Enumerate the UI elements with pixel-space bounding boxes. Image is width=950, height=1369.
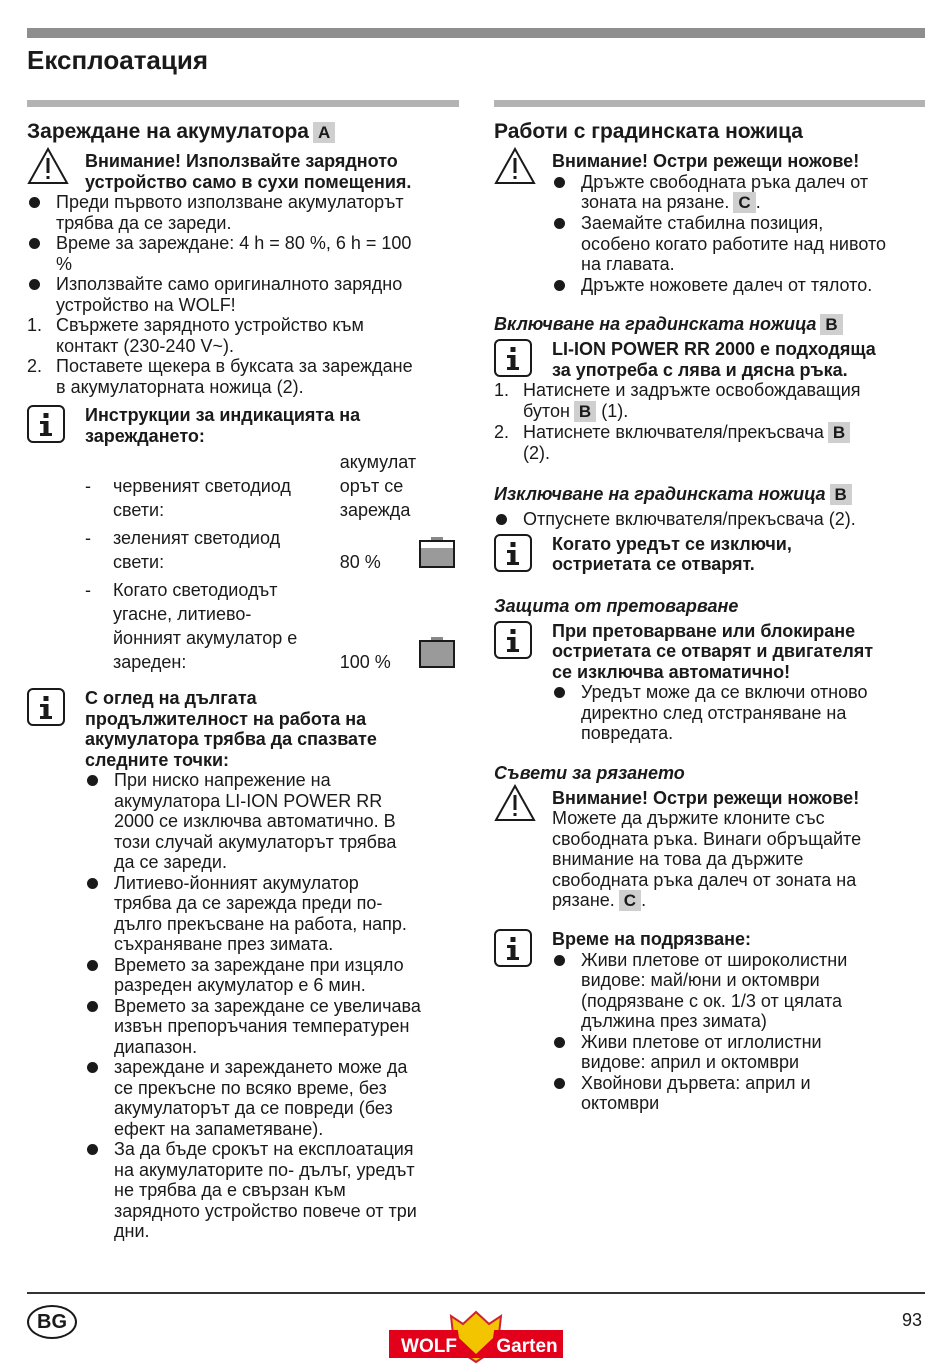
bullet-item: При ниско напрежение на акумулатора LI-ION POWER RR 2000 се изключва автоматично. В този случай акумулаторът трябва да се зареди. [85,770,459,873]
logo-garten-text: Garten [496,1336,558,1357]
info-icon [27,688,85,770]
bullet-item: зареждане и зареждането може да се прекъсне по всяко време, без акумулаторът да се повреди (без ефект на запаметяване). [85,1057,459,1139]
bullet-dot-icon [87,1062,98,1073]
section-heading-charging: Зареждане на акумулатора A [27,119,459,145]
figure-tag: B [828,422,850,443]
bullet-item: Дръжте свободната ръка далеч от зоната на рязане. C . [552,172,925,214]
column-rule [27,100,459,107]
page-number: 93 [902,1310,923,1330]
bullet-item: Уредът може да се включи отново директно след отстраняване на повредата. [552,682,925,744]
column-rule [494,100,925,107]
bullet-item: Хвойнови дървета: април и октомври [552,1073,925,1114]
subheading-switch-off: Изключване на градинската ножица B [494,483,925,505]
battery-partial-icon [419,536,459,574]
bullet-item: Използвайте само оригиналното зарядно устройство на WOLF! [27,274,459,315]
info-overload: При претоварване или блокиране остриетата се отварят и двигателят се изключва автоматично! Уредът може да се включи отново директно след отстраняване на повредата. [494,621,925,744]
figure-tag: C [619,890,641,911]
bullet-item: Времето за зареждане при изцяло разреден акумулатор е 6 мин. [85,955,459,996]
info-indicator: Инструкции за индикацията на зареждането: [27,405,459,446]
bullet-dot-icon [554,1078,565,1089]
warning-icon [27,151,85,192]
info-handedness: LI-ION POWER RR 2000 е подходяща за употреба с лява и дясна ръка. [494,339,925,380]
info-icon [27,405,85,446]
wolf-garten-logo [389,1310,563,1364]
bullet-dot-icon [554,1037,565,1048]
info-icon [494,621,552,744]
bullet-item: Живи плетове от иглолистни видове: април и октомври [552,1032,925,1073]
bullet-item: Литиево-йонният акумулатор трябва да се зарежда преди по- дълго прекъсване на работа, напр. съхраняване през зимата. [85,873,459,955]
bullet-item: Живи плетове от широколистни видове: май/юни и октомври (подрязване с ок. 1/3 от цялата дължина през зимата) [552,950,925,1032]
bullet-item: Времето за зареждане се увеличава извън препоръчания температурен диапазон. [85,996,459,1058]
warning-tips: Внимание! Остри режещи ножове! Можете да държите клоните със свободната ръка. Винаги обръщайте внимание на това да държите свободната ръка далеч от зоната на рязане. C . [494,788,925,912]
info-icon [494,339,552,380]
bullet-dot-icon [554,955,565,966]
bullet-item: Дръжте ножовете далеч от тялото. [552,275,925,296]
bullet-item: За да бъде срокът на експлоатация на акумулаторите по- дълъг, уредът не трябва да е свързан към зарядното устройство повече от три дни. [85,1139,459,1242]
bullet-dot-icon [29,279,40,290]
led-row-off: - Когато светодиодът угасне, литиево- йонният акумулатор е зареден: 100 % [85,578,459,674]
top-rule [27,28,925,38]
bullet-dot-icon [29,238,40,249]
figure-tag: B [820,314,842,335]
info-battery-life: С оглед на дългата продължителност на работа на акумулатора трябва да спазвате следните точки: [27,688,459,770]
bullet-dot-icon [87,1144,98,1155]
step-item: 1. Натиснете и задръжте освобождаващия бутон B (1). [494,380,861,421]
bullet-dot-icon [87,960,98,971]
bullet-dot-icon [87,775,98,786]
subheading-switch-on: Включване на градинската ножица B [494,313,925,335]
led-row-red: - червеният светодиод свети: акумулат орът се зарежда [85,452,417,520]
warning-icon [494,788,552,912]
figure-tag: B [574,401,596,422]
language-badge: BG [27,1305,77,1339]
bullet-dot-icon [29,197,40,208]
step-item: 1. Свържете зарядното устройство към контакт (230-240 V~). [27,315,364,356]
bullet-item: Време за зареждане: 4 h = 80 %, 6 h = 100 % [27,233,459,274]
step-item: 2. Поставете щекера в буксата за зареждане в акумулаторната ножица (2). [27,356,413,397]
bullet-item: Отпуснете включвателя/прекъсвача (2). [494,509,925,530]
logo-wolf-text: WOLF [401,1336,457,1357]
warning-dry-rooms: Внимание! Използвайте зарядното устройство само в сухи помещения. [27,151,459,192]
battery-full-icon [419,636,459,674]
led-table [85,450,459,674]
info-blades-open: Когато уредът се изключи, остриетата се отварят. [494,534,925,575]
warning-sharp-blades: Внимание! Остри режещи ножове! Дръжте свободната ръка далеч от зоната на рязане. C . Заемайте стабилна позиция, особено когато работите над нивото на главата. Дръжте ножовете далеч от тялото. [494,151,925,295]
figure-tag: C [733,192,755,213]
page-title: Експлоатация [27,45,209,75]
left-column [27,100,459,1242]
subheading-overload: Защита от претоварване [494,595,739,616]
warning-icon [494,151,552,295]
section-heading-working: Работи с градинската ножица [494,120,803,143]
figure-tag: A [313,122,335,143]
bullet-item: Преди първото използване акумулаторът трябва да се зареди. [27,192,459,233]
bullet-item: Заемайте стабилна позиция, особено когато работите над нивото на главата. [552,213,925,275]
bullet-dot-icon [87,878,98,889]
footer-rule [27,1292,925,1294]
info-pruning-time: Време на подрязване: Живи плетове от широколистни видове: май/юни и октомври (подрязване с ок. 1/3 от цялата дължина през зимата) Живи плетове от иглолистни видове: април и октомври Хвойнови дървета: април и октомври [494,929,925,1114]
info-icon [494,534,552,575]
info-icon [494,929,552,1114]
step-item: 2. Натиснете включвателя/прекъсвача B (2). [494,422,925,464]
figure-tag: B [830,484,852,505]
bullet-dot-icon [87,1001,98,1012]
right-column [494,100,925,1114]
led-row-green: - зеленият светодиод свети: 80 % [85,526,459,574]
subheading-tips: Съвети за рязането [494,762,685,783]
